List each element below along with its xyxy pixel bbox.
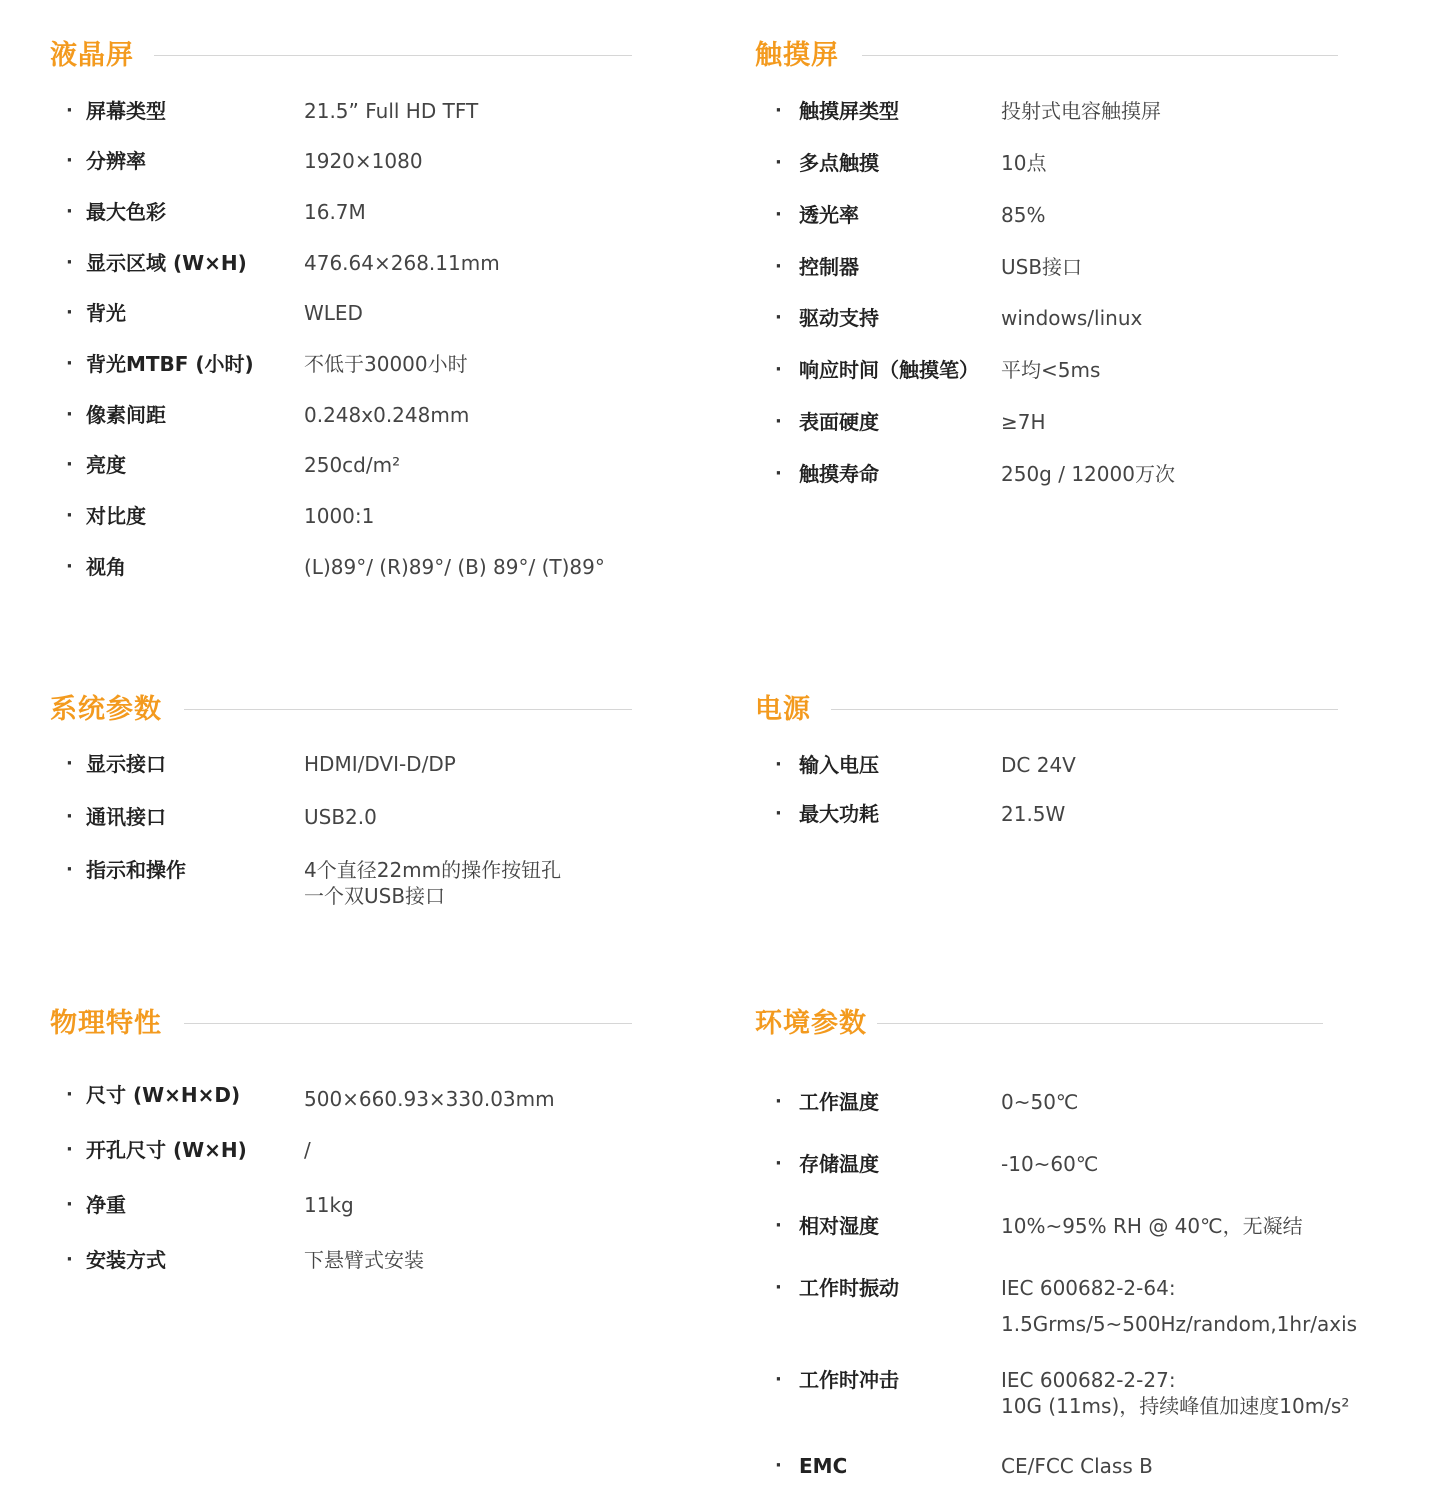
bullet: · (66, 505, 73, 526)
spec-label: 存储温度 (799, 1152, 879, 1176)
section-physical (50, 1004, 650, 1294)
section-power (755, 690, 1355, 840)
spec-label: 开孔尺寸 (W×H) (86, 1138, 247, 1162)
spec-label: 触摸寿命 (799, 462, 879, 486)
spec-value: 21.5W (1001, 802, 1066, 826)
spec-value: USB接口 (1001, 255, 1083, 279)
spec-value: ≥7H (1001, 410, 1046, 434)
spec-label: 指示和操作 (86, 858, 186, 882)
bullet: · (775, 411, 782, 432)
section-header (50, 690, 632, 730)
bullet: · (775, 1153, 782, 1174)
spec-value: 0.248x0.248mm (304, 403, 470, 427)
spec-label: 像素间距 (86, 403, 166, 427)
spec-label: 相对湿度 (799, 1214, 879, 1238)
spec-value: 10%~95% RH @ 40℃，无凝结 (1001, 1214, 1303, 1238)
bullet: · (775, 307, 782, 328)
spec-label: 控制器 (799, 255, 859, 279)
spec-label: 安装方式 (86, 1248, 166, 1272)
spec-value: 250g / 12000万次 (1001, 462, 1175, 486)
spec-value: -10~60℃ (1001, 1152, 1099, 1176)
spec-value (1001, 1270, 1357, 1342)
spec-value: 投射式电容触摸屏 (1001, 99, 1161, 123)
spec-label: 工作时振动 (799, 1276, 899, 1300)
spec-label: 工作温度 (799, 1090, 879, 1114)
spec-label: 透光率 (799, 203, 859, 227)
bullet: · (775, 1277, 782, 1298)
section-touch (755, 36, 1395, 496)
bullet: · (66, 1139, 73, 1160)
spec-value: USB2.0 (304, 805, 377, 829)
bullet: · (775, 100, 782, 121)
bullet: · (66, 1249, 73, 1270)
bullet: · (66, 302, 73, 323)
section-header (50, 36, 632, 76)
spec-label: 触摸屏类型 (799, 99, 899, 123)
spec-value: / (304, 1138, 311, 1162)
spec-value: 平均<5ms (1001, 358, 1101, 382)
bullet: · (66, 201, 73, 222)
spec-value: 250cd/m² (304, 453, 401, 477)
bullet: · (66, 753, 73, 774)
spec-value: 11kg (304, 1193, 354, 1217)
spec-label: 亮度 (86, 453, 126, 477)
spec-value: CE/FCC Class B (1001, 1454, 1153, 1478)
spec-label: 显示区域 (W×H) (86, 251, 247, 275)
bullet: · (775, 359, 782, 380)
section-title: 电源 (755, 694, 811, 725)
spec-value: 0~50℃ (1001, 1090, 1079, 1114)
spec-label: 视角 (86, 555, 126, 579)
spec-value: 下悬臂式安装 (304, 1248, 424, 1272)
spec-value (304, 857, 561, 909)
spec-value-line: 一个双USB接口 (304, 884, 446, 908)
bullet: · (66, 1194, 73, 1215)
divider-line (154, 55, 632, 56)
spec-label: 工作时冲击 (799, 1368, 899, 1392)
spec-value-line: IEC 600682-2-27: (1001, 1368, 1176, 1392)
section-title: 触摸屏 (755, 40, 839, 71)
spec-label: 背光 (86, 301, 126, 325)
bullet: · (66, 454, 73, 475)
section-header (755, 1004, 1323, 1044)
spec-label: 输入电压 (799, 753, 879, 777)
spec-label: 显示接口 (86, 752, 166, 776)
divider-line (831, 709, 1338, 710)
bullet: · (66, 859, 73, 880)
spec-value: windows/linux (1001, 306, 1143, 330)
spec-label: 最大功耗 (799, 802, 879, 826)
spec-label: 背光MTBF (小时) (86, 352, 254, 376)
spec-label: 尺寸 (W×H×D) (86, 1083, 241, 1107)
spec-value: (L)89°/ (R)89°/ (B) 89°/ (T)89° (304, 555, 605, 579)
bullet: · (775, 204, 782, 225)
bullet: · (66, 806, 73, 827)
bullet: · (775, 1091, 782, 1112)
section-header (50, 1004, 632, 1044)
bullet: · (775, 256, 782, 277)
spec-value: WLED (304, 301, 363, 325)
spec-value: 不低于30000小时 (304, 352, 468, 376)
section-title: 物理特性 (50, 1008, 162, 1039)
spec-value (1001, 1367, 1349, 1419)
section-system (50, 690, 650, 920)
spec-label: 分辨率 (86, 149, 146, 173)
spec-value: 21.5” Full HD TFT (304, 99, 479, 123)
bullet: · (66, 404, 73, 425)
section-title: 系统参数 (50, 694, 162, 725)
spec-value-line: 10G (11ms)，持续峰值加速度10m/s² (1001, 1394, 1350, 1418)
divider-line (184, 1023, 632, 1024)
bullet: · (775, 1369, 782, 1390)
spec-label: 多点触摸 (799, 151, 879, 175)
spec-value: 1000:1 (304, 504, 375, 528)
bullet: · (66, 100, 73, 121)
spec-value: 476.64×268.11mm (304, 251, 500, 275)
section-title: 液晶屏 (50, 40, 134, 71)
spec-value-line: 1.5Grms/5~500Hz/random,1hr/axis (1001, 1312, 1358, 1336)
section-header (755, 36, 1338, 76)
bullet: · (775, 463, 782, 484)
bullet: · (775, 1455, 782, 1476)
spec-label: 驱动支持 (799, 306, 879, 330)
bullet: · (775, 754, 782, 775)
spec-label: 净重 (86, 1193, 126, 1217)
bullet: · (66, 1084, 73, 1105)
bullet: · (66, 353, 73, 374)
divider-line (862, 55, 1338, 56)
spec-label: 响应时间（触摸笔） (799, 358, 979, 382)
section-environment (755, 1004, 1435, 1494)
spec-label: EMC (799, 1454, 848, 1478)
spec-value: 85% (1001, 203, 1046, 227)
spec-label: 通讯接口 (86, 805, 166, 829)
spec-value-line: IEC 600682-2-64: (1001, 1276, 1176, 1300)
spec-value: 500×660.93×330.03mm (304, 1087, 555, 1111)
divider-line (877, 1023, 1323, 1024)
section-title: 环境参数 (755, 1008, 867, 1039)
spec-value: 10点 (1001, 151, 1047, 175)
bullet: · (66, 150, 73, 171)
spec-label: 屏幕类型 (86, 99, 166, 123)
section-header (755, 690, 1338, 730)
spec-value-line: 4个直径22mm的操作按钮孔 (304, 858, 562, 882)
spec-value: DC 24V (1001, 753, 1076, 777)
spec-label: 表面硬度 (799, 410, 879, 434)
bullet: · (775, 1215, 782, 1236)
bullet: · (66, 252, 73, 273)
divider-line (184, 709, 632, 710)
spec-value: 1920×1080 (304, 149, 423, 173)
spec-value: 16.7M (304, 200, 366, 224)
bullet: · (775, 152, 782, 173)
spec-value: HDMI/DVI-D/DP (304, 752, 456, 776)
section-lcd (50, 36, 650, 596)
spec-label: 最大色彩 (86, 200, 166, 224)
bullet: · (66, 556, 73, 577)
spec-label: 对比度 (86, 504, 146, 528)
bullet: · (775, 803, 782, 824)
